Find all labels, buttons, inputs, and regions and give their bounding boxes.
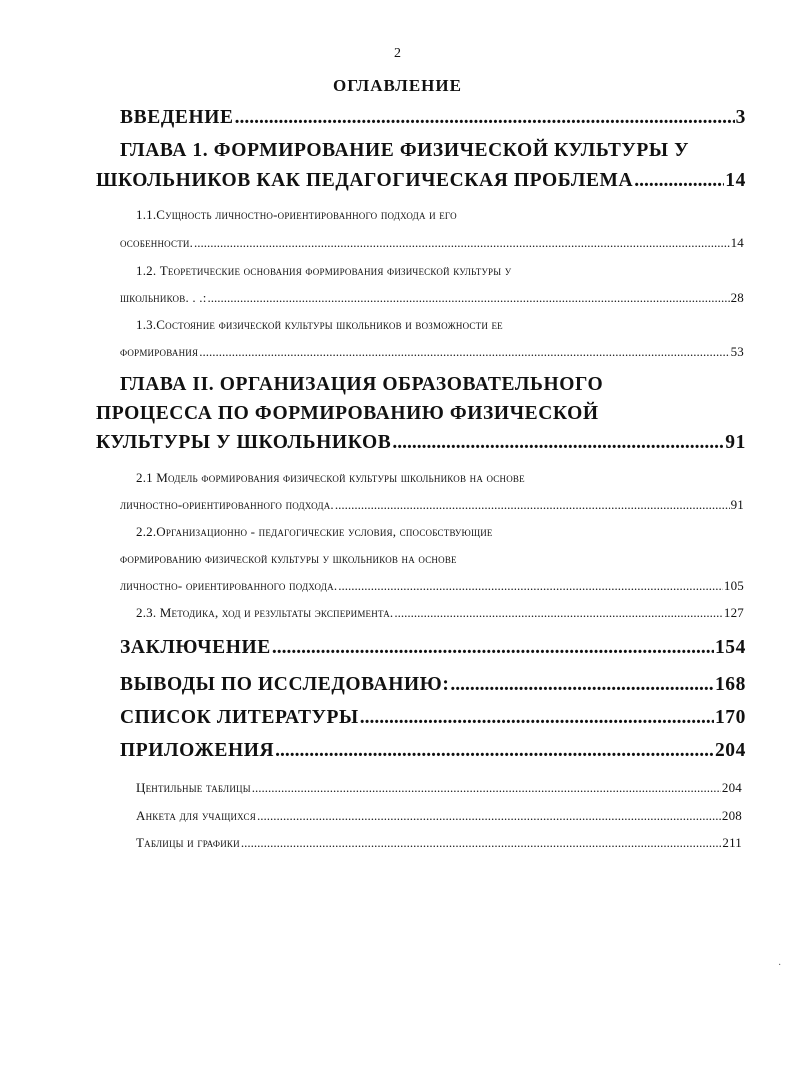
toc-entry-page: 168: [714, 674, 746, 695]
toc-section-1-2-line1[interactable]: 1.2. Теоретические основания формирования физической культуры у: [136, 263, 512, 278]
toc-entry-page: 14: [730, 235, 744, 250]
toc-entry-section-1-3[interactable]: [120, 344, 744, 360]
toc-entry-label: ШКОЛЬНИКОВ КАК ПЕДАГОГИЧЕСКАЯ ПРОБЛЕМА: [96, 170, 634, 191]
toc-section-1-1-line1[interactable]: 1.1.Сущность личностно-ориентированного подхода и его: [136, 207, 457, 222]
toc-entry-chapter2[interactable]: [96, 432, 746, 454]
toc-entry-section-1-1[interactable]: [120, 235, 744, 251]
toc-entry-label: особенности.: [120, 235, 194, 250]
toc-entry-label: ЗАКЛЮЧЕНИЕ: [120, 637, 271, 658]
toc-entry-label: Таблицы и графики: [136, 835, 240, 850]
toc-entry-page: 3: [735, 107, 746, 128]
toc-title: ОГЛАВЛЕНИЕ: [333, 76, 462, 95]
toc-section-2-2-line1[interactable]: 2.2.Организационно - педагогические условия, способствующие: [136, 524, 493, 539]
toc-entry-conclusion[interactable]: [120, 637, 746, 659]
scan-speck: ·: [778, 960, 782, 971]
toc-chapter1-line1[interactable]: ГЛАВА 1. ФОРМИРОВАНИЕ ФИЗИЧЕСКОЙ КУЛЬТУРЫ У: [120, 140, 690, 161]
toc-entry-section-2-2[interactable]: [120, 578, 744, 594]
toc-chapter2-line2[interactable]: ПРОЦЕССА ПО ФОРМИРОВАНИЮ ФИЗИЧЕСКОЙ: [96, 403, 599, 424]
toc-entry-page: 53: [730, 344, 744, 359]
toc-entry-section-2-3[interactable]: [136, 605, 744, 621]
toc-entry-page: 208: [721, 808, 742, 823]
toc-entry-label: 2.3. Методика, ход и результаты эксперимента.: [136, 605, 394, 620]
toc-entry-label: личностно- ориентированного подхода.: [120, 578, 338, 593]
toc-entry-page: 204: [721, 780, 742, 795]
toc-section-2-1-line1[interactable]: 2.1 Модель формирования физической культуры школьников на основе: [136, 470, 525, 485]
toc-entry-appendices[interactable]: [120, 740, 746, 762]
toc-entry-findings[interactable]: [120, 674, 746, 696]
toc-entry-section-1-2[interactable]: [120, 290, 744, 306]
toc-entry-label: формирования: [120, 344, 199, 359]
toc-entry-page: 14: [725, 170, 746, 191]
toc-entry-label: Анкета для учащихся: [136, 808, 256, 823]
toc-entry-page: 170: [714, 707, 746, 728]
toc-entry-label: ПРИЛОЖЕНИЯ: [120, 740, 275, 761]
toc-entry-appendix-1[interactable]: [136, 780, 742, 796]
toc-entry-references[interactable]: [120, 707, 746, 729]
toc-entry-intro[interactable]: [120, 107, 746, 129]
toc-entry-page: 154: [714, 637, 746, 658]
toc-entry-page: 211: [722, 835, 742, 850]
toc-entry-page: 204: [714, 740, 746, 761]
toc-entry-section-2-1[interactable]: [120, 497, 744, 513]
toc-entry-label: школьников. . .:: [120, 290, 207, 305]
toc-section-1-3-line1[interactable]: 1.3.Состояние физической культуры школьников и возможности ее: [136, 317, 503, 332]
toc-entry-chapter1[interactable]: [96, 170, 746, 192]
toc-entry-page: 127: [723, 605, 744, 620]
toc-entry-appendix-2[interactable]: [136, 808, 742, 824]
toc-entry-label: КУЛЬТУРЫ У ШКОЛЬНИКОВ: [96, 432, 392, 453]
toc-entry-label: личностно-ориентированного подхода.: [120, 497, 334, 512]
toc-entry-label: ВВЕДЕНИЕ: [120, 107, 234, 128]
toc-entry-page: 28: [730, 290, 744, 305]
page-number: 2: [394, 46, 401, 61]
toc-entry-label: ВЫВОДЫ ПО ИССЛЕДОВАНИЮ:: [120, 674, 450, 695]
toc-section-2-2-line2[interactable]: формированию физической культуры у школьников на основе: [120, 551, 457, 566]
toc-entry-page: 91: [725, 432, 746, 453]
toc-entry-page: 105: [723, 578, 744, 593]
toc-entry-appendix-3[interactable]: [136, 835, 742, 851]
toc-entry-label: Центильные таблицы: [136, 780, 251, 795]
toc-entry-label: СПИСОК ЛИТЕРАТУРЫ: [120, 707, 359, 728]
toc-chapter2-line1[interactable]: ГЛАВА II. ОРГАНИЗАЦИЯ ОБРАЗОВАТЕЛЬНОГО: [120, 374, 604, 395]
toc-entry-page: 91: [730, 497, 744, 512]
